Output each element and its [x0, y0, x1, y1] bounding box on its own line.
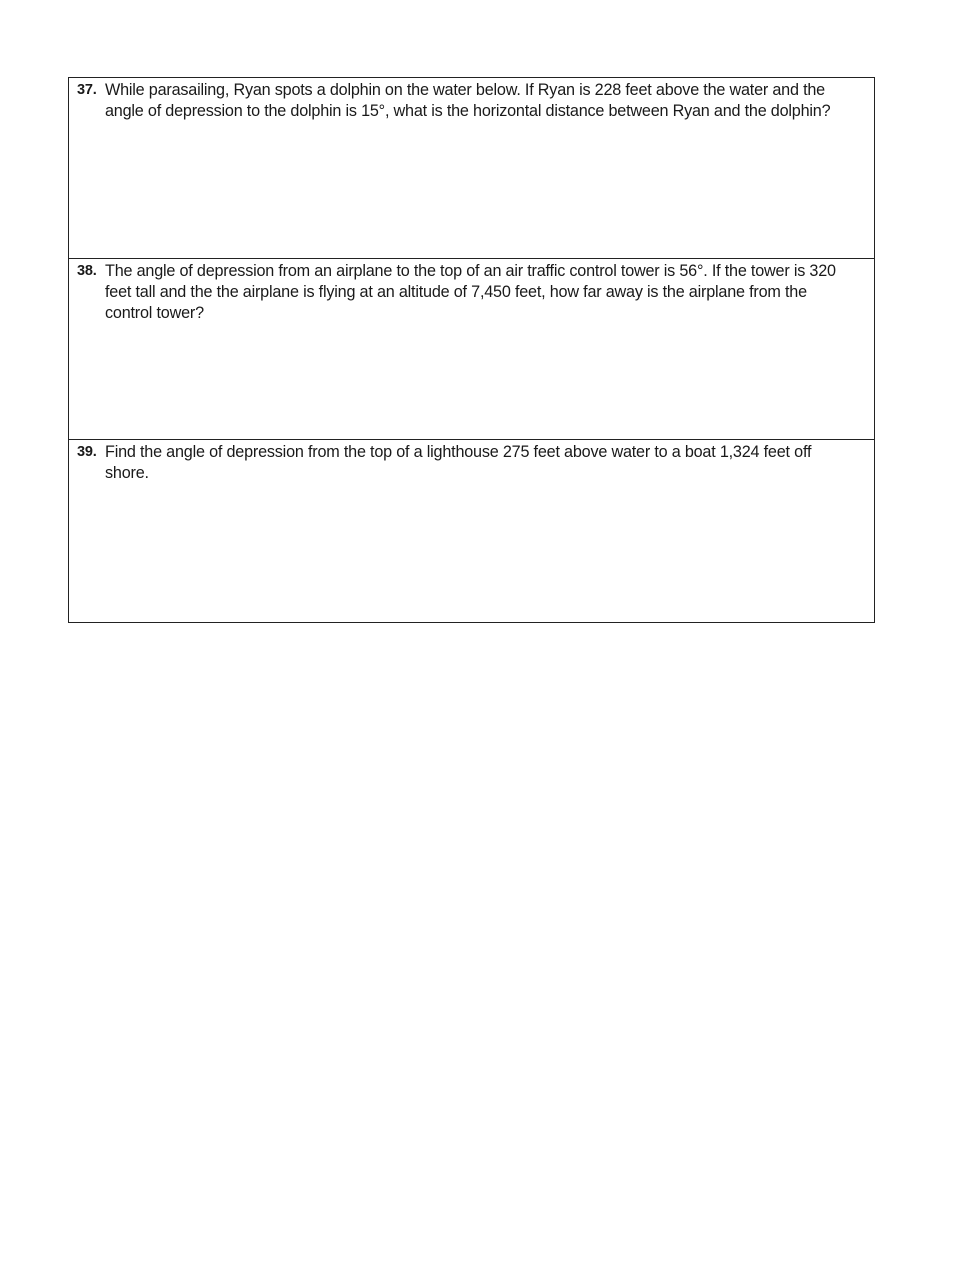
problem-text: While parasailing, Ryan spots a dolphin on the water below. If Ryan is 228 feet above the water and the angle of depression to the dolphin is 15°, what is the horizontal distance between Ryan and the dolphin?	[105, 81, 831, 120]
problem-text: The angle of depression from an airplane to the top of an air traffic control tower is 56°. If the tower is 320 feet tall and the the airplane is flying at an altitude of 7,450 feet, how far away is the airplane from the control tower?	[105, 262, 836, 322]
problem-number: 39.	[77, 444, 97, 460]
problem-number: 38.	[77, 263, 97, 279]
problem-38	[77, 261, 854, 324]
problem-37	[77, 80, 854, 122]
problem-39	[77, 442, 854, 484]
problem-38-cell	[69, 259, 874, 440]
problem-39-cell	[69, 440, 874, 622]
problem-number: 37.	[77, 82, 97, 98]
worksheet-table	[68, 77, 875, 623]
problem-37-cell	[69, 78, 874, 259]
problem-text: Find the angle of depression from the top of a lighthouse 275 feet above water to a boat 1,324 feet off shore.	[105, 443, 812, 482]
